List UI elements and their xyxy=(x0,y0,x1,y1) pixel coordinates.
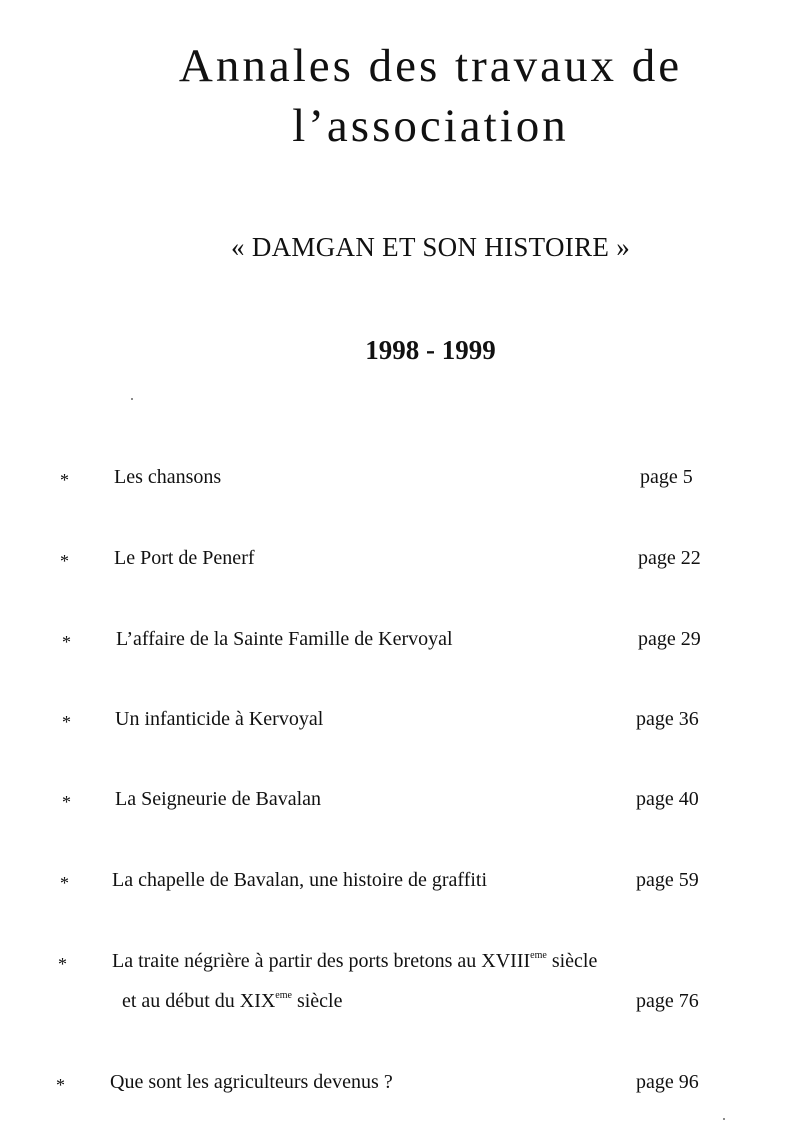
toc-entry-page: page 40 xyxy=(636,788,699,810)
toc-entry-page: page 36 xyxy=(636,708,699,730)
toc-bullet: * xyxy=(60,873,69,893)
toc-entry-page: page 29 xyxy=(638,628,701,650)
toc-entry-title: Les chansons xyxy=(114,466,222,488)
toc-bullet: * xyxy=(56,1075,65,1095)
toc-entry-title: La Seigneurie de Bavalan xyxy=(115,788,322,810)
toc-entry-title: Que sont les agriculteurs devenus ? xyxy=(110,1071,393,1093)
toc-entry-page: page 22 xyxy=(638,547,701,569)
toc-bullet: * xyxy=(62,712,71,732)
ordinal-suffix: eme xyxy=(275,990,292,1001)
scan-speck xyxy=(723,1118,725,1120)
toc-entry-title-text: et au début du XIX xyxy=(122,990,276,1012)
toc-bullet: * xyxy=(58,954,67,974)
ordinal-suffix: eme xyxy=(530,950,547,961)
document-years: 1998 - 1999 xyxy=(365,335,496,365)
toc-entry-page: page 5 xyxy=(640,466,693,488)
toc-bullet: * xyxy=(60,470,69,490)
document-subtitle: « DAMGAN ET SON HISTOIRE » xyxy=(230,232,631,262)
toc-entry-title-line-2 xyxy=(122,990,342,1013)
toc-entry-title: La chapelle de Bavalan, une histoire de graffiti xyxy=(112,869,488,891)
toc-bullet: * xyxy=(62,632,71,652)
toc-entry-page: page 76 xyxy=(636,990,699,1012)
toc-entry-page: page 96 xyxy=(636,1071,699,1093)
title-line-1: Annales des travaux de xyxy=(178,40,683,92)
toc-entry-title-text: La traite négrière à partir des ports bretons au XVIII xyxy=(112,950,531,972)
title-line-2: l’association xyxy=(292,100,569,152)
toc-entry-title: Le Port de Penerf xyxy=(114,547,255,569)
toc-entry-traite-negriere xyxy=(0,950,799,1020)
document-title xyxy=(0,36,799,156)
toc-entry-title-text: siècle xyxy=(291,990,343,1012)
toc-entry-title-text: siècle xyxy=(546,950,598,972)
toc-entry-title: Un infanticide à Kervoyal xyxy=(115,708,324,730)
scan-speck xyxy=(131,398,133,400)
toc-entry-title: L’affaire de la Sainte Famille de Kervoyal xyxy=(116,628,453,650)
toc-bullet: * xyxy=(62,792,71,812)
toc-entry-page: page 59 xyxy=(636,869,699,891)
toc-bullet: * xyxy=(60,551,69,571)
toc-entry-title-line-1 xyxy=(112,950,597,973)
